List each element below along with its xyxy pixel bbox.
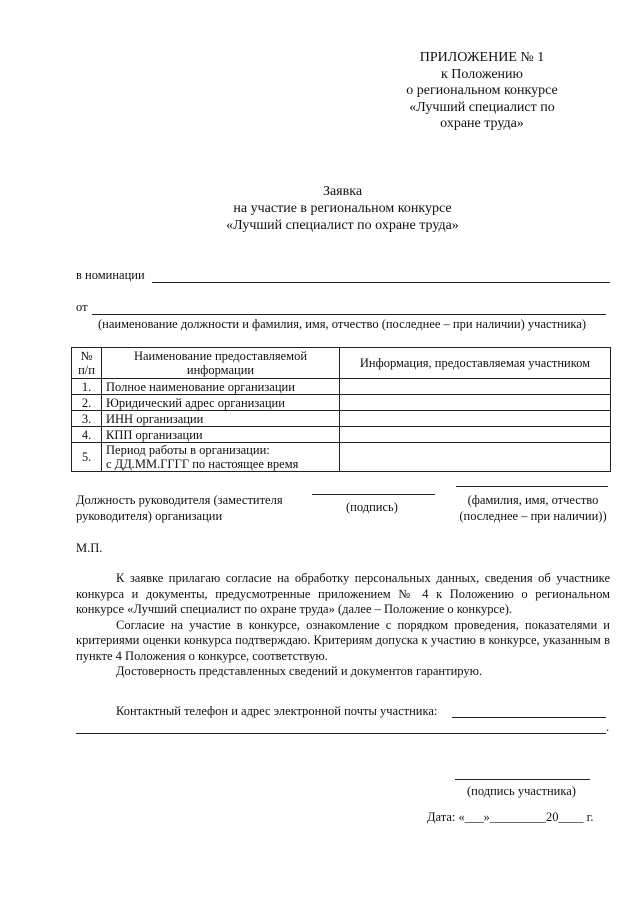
row-name-line: Период работы в организации: [106,443,270,457]
appendix-line: о региональном конкурсе [406,83,558,98]
row-name: КПП организации [102,427,340,443]
row-info-cell[interactable] [340,443,611,472]
row-num: 1. [72,379,102,395]
table-row [72,379,611,395]
contact-field[interactable] [452,717,606,718]
table-row [72,443,611,472]
table-header-row [72,348,611,379]
from-field[interactable] [92,314,606,315]
row-info-cell[interactable] [340,411,611,427]
info-table [71,347,611,472]
table-row [72,427,611,443]
head-signature-field[interactable] [312,494,435,495]
contact-end-mark: . [606,720,610,734]
row-name [102,443,340,472]
head-position-label [76,493,283,524]
row-name: ИНН организации [102,411,340,427]
head-name-field[interactable] [456,486,608,487]
header-num: № п/п [72,348,102,379]
contact-field-continued[interactable] [76,733,606,734]
participant-signature-caption: (подпись участника) [467,784,576,798]
header-name: Наименование предоставляемой информации [102,348,340,379]
paragraph: К заявке прилагаю согласие на обработку персональных данных, сведения об участнике конкурса и документы, предусмотренные приложением № 4 к Положению о региональном конкурсе «Лучший специалист по охране труда» (далее – Положение о конкурсе). [76,571,610,616]
title-line: «Лучший специалист по охране труда» [226,218,459,233]
title-line: на участие в региональном конкурсе [233,201,452,216]
from-caption: (наименование должности и фамилия, имя, отчество (последнее – при наличии) участника) [98,317,586,331]
row-name: Юридический адрес организации [102,395,340,411]
stamp-label: М.П. [76,541,103,555]
row-num: 4. [72,427,102,443]
date-field[interactable]: Дата: «___»_________20____ г. [427,810,594,824]
row-num: 3. [72,411,102,427]
row-num: 2. [72,395,102,411]
paragraph: Достоверность представленных сведений и документов гарантирую. [116,664,483,678]
row-info-cell[interactable] [340,427,611,443]
appendix-line: «Лучший специалист по [409,99,555,115]
nomination-field[interactable] [152,282,610,283]
paragraph: Согласие на участие в конкурсе, ознакомление с порядком проведения, показателями и критериями оценки конкурса подтверждаю. Критериям допуска к участию в конкурсе, указанным в пункте 4 Положения о конкурсе, соответствую. [76,617,610,663]
header-info: Информация, предоставляемая участником [340,348,611,379]
position-line: Должность руководителя (заместителя [76,493,283,507]
title-line: Заявка [322,184,363,199]
position-line: руководителя) организации [76,508,223,523]
name-caption-line: (последнее – при наличии)) [459,508,607,523]
contact-label: Контактный телефон и адрес электронной почты участника: [116,704,438,718]
appendix-line: ПРИЛОЖЕНИЕ № 1 [419,50,545,65]
row-name-line: с ДД.ММ.ГГГГ по настоящее время [106,457,299,471]
row-info-cell[interactable] [340,379,611,395]
row-name: Полное наименование организации [102,379,340,395]
name-caption-line: (фамилия, имя, отчество [467,493,599,507]
consent-text [76,571,610,680]
table-row [72,411,611,427]
signature-caption: (подпись) [346,500,398,514]
row-info-cell[interactable] [340,395,611,411]
from-label: от [76,300,88,314]
row-num: 5. [72,443,102,472]
appendix-header [382,50,582,133]
document-title [80,183,605,234]
participant-signature-field[interactable] [455,779,590,780]
nomination-label: в номинации [76,268,145,282]
name-caption [455,493,611,524]
appendix-line: охране труда» [440,116,524,131]
table-row [72,395,611,411]
appendix-line: к Положению [440,66,523,82]
